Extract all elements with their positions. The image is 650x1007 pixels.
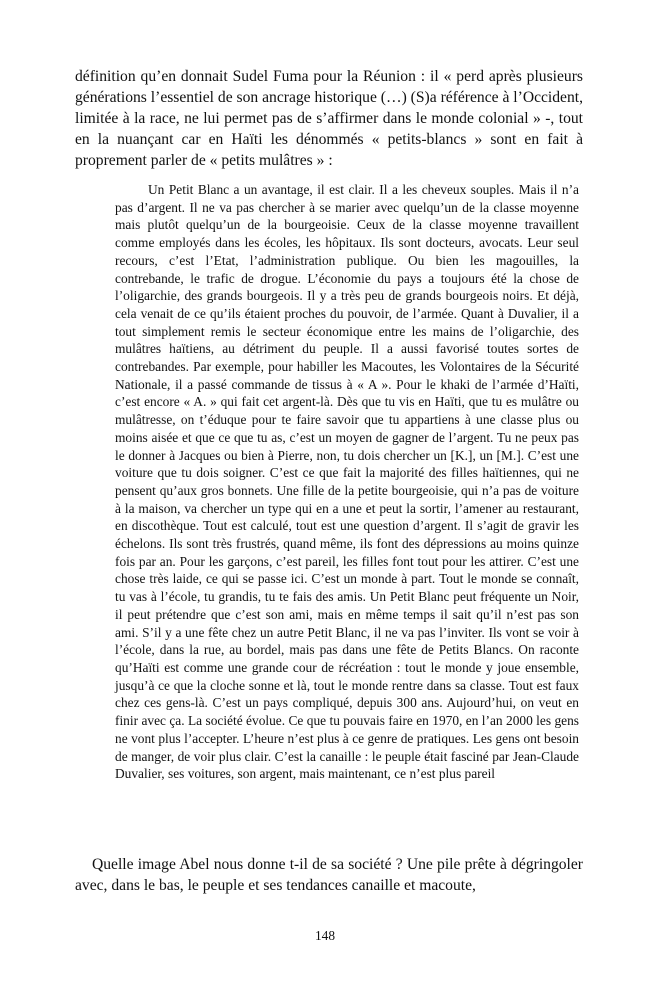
- intro-paragraph: définition qu’en donnait Sudel Fuma pour la Réunion : il « perd après plusieurs générations l’essentiel de son ancrage historique (…) (S)a référence à l’Occident, limitée à la race, ne lui permet pas de s’affirmer dans le monde colonial » -, tout en la nuançant car en Haïti les dénommés « petits-blancs » sont en fait à proprement parler de « petits mulâtres » :: [75, 68, 583, 170]
- interview-quote: Un Petit Blanc a un avantage, il est clair. Il a les cheveux souples. Mais il n’a pas d’argent. Il ne va pas chercher à se marier avec quelqu’un de la classe moyenne mais plutôt quelqu’un de la bourgeoisie. Ceux de la classe moyenne travaillent comme employés dans les écoles, les hôpitaux. Ils sont docteurs, avocats. Leur seul recours, c’est l’Etat, l’administration publique. Ou bien les magouilles, la contrebande, le trafic de drogue. L’économie du pays a toujours été la chose de l’oligarchie, des grands bourgeois. Il y a très peu de grands bourgeois noirs. Et déjà, cela venait de ce qu’ils étaient proches du pouvoir, de l’armée. Quant à Duvalier, il a tout simplement remis le secteur économique entre les mains de l’oligarchie, des mulâtres haïtiens, au détriment du peuple. Il a aussi favorisé toutes sortes de contrebandes. Par exemple, pour habiller les Macoutes, les Volontaires de la Sécurité Nationale, il a passé commande de tissus à « A ». Pour le khaki de l’armée d’Haïti, c’est encore « A. » qui fait cet argent-là. Dès que tu vis en Haïti, que tu es mulâtre ou mulâtresse, on t’éduque pour te faire savoir que tu appartiens à une classe plus ou moins aisée et que ce que tu as, c’est un moyen de gagner de l’argent. Tu ne peux pas le donner à Jacques ou bien à Pierre, non, tu dois chercher un [K.], un [M.]. C’est une voiture que tu dois soigner. C’est ce que fait la majorité des filles haïtiennes, qui ne pensent qu’aux gros bonnets. Une fille de la petite bourgeoisie, qui n’a pas de voiture à la maison, va chercher un type qui en a une et peut la sortir, l’amener au restaurant, en discothèque. Tout est calculé, tout est une question d’argent. Il s’agit de gravir les échelons. Ils sont très frustrés, quand même, ils font des dépressions au moins quinze fois par an. Pour les garçons, c’est pareil, les filles font tout pour les attirer. C’est une chose très laide, ce qui se passe ici. C’est un monde à part. Tout le monde se connaît, tu vas à l’école, tu grandis, tu te fais des amis. Un Petit Blanc peut fréquente un Noir, il peut prétendre que c’est son ami, mais en même temps il sait qu’il n’est pas son ami. S’il y a une fête chez un autre Petit Blanc, il ne va pas l’inviter. Ils vont se voir à l’école, dans la rue, au bordel, mais pas dans une fête de Petits Blancs. On raconte qu’Haïti est comme une grande cour de récréation : tout le monde y joue ensemble, jusqu’à ce que la cloche sonne et là, tout le monde rentre dans sa classe. Tout est faux chez ces gens-là. C’est un pays compliqué, depuis 300 ans. Aujourd’hui, on veut en finir avec ça. La société évolue. Ce que tu pouvais faire en 1970, en l’an 2000 les gens ne vont plus l’accepter. L’heure n’est plus à ce genre de pratiques. Les gens ont besoin de manger, de voir plus clair. C’est la canaille : le peuple était fasciné par Jean-Claude Duvalier, ses voitures, son argent, mais maintenant, ce n’est plus pareil: [115, 182, 579, 782]
- page-number: 148: [314, 928, 336, 943]
- closing-paragraph: Quelle image Abel nous donne t-il de sa société ? Une pile prête à dégringoler avec, dans le bas, le peuple et ses tendances canaille et macoute,: [75, 856, 583, 895]
